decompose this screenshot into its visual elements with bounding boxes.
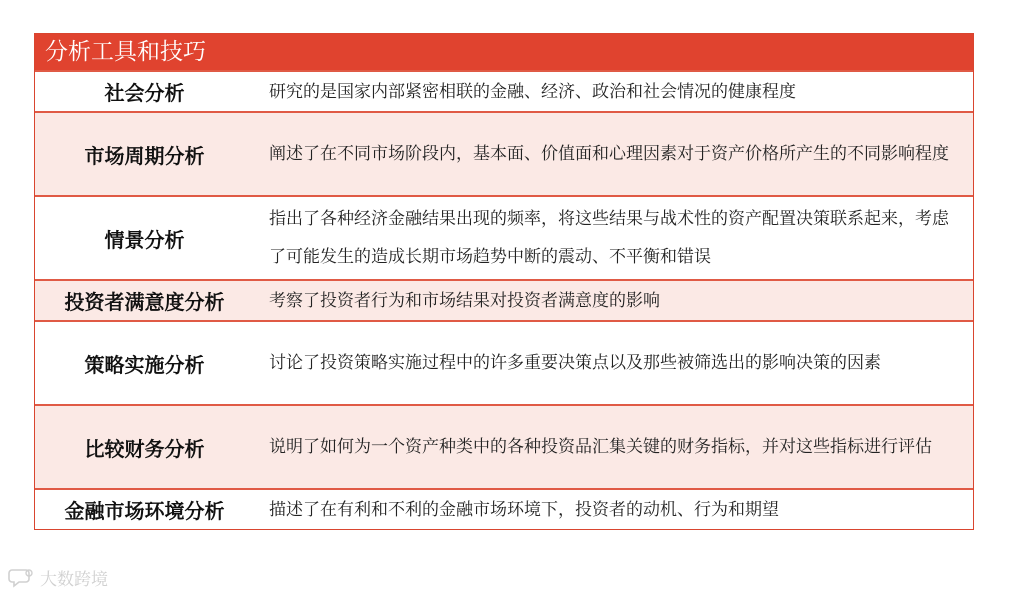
row-description: 讨论了投资策略实施过程中的许多重要决策点以及那些被筛选出的影响决策的因素 <box>269 353 881 373</box>
table-row <box>35 320 973 404</box>
row-description: 考察了投资者行为和市场结果对投资者满意度的影响 <box>269 290 660 311</box>
row-name: 投资者满意度分析 <box>64 290 225 314</box>
analysis-tools-table <box>34 33 974 530</box>
table-row <box>35 111 973 195</box>
watermark-text: 大数跨境 <box>40 570 108 590</box>
row-description: 阐述了在不同市场阶段内，基本面、价值面和心理因素对于资产价格所产生的不同影响程度 <box>269 144 949 164</box>
row-name: 情景分析 <box>104 227 185 252</box>
row-name: 市场周期分析 <box>84 143 205 168</box>
row-description: 说明了如何为一个资产种类中的各种投资品汇集关键的财务指标，并对这些指标进行评估 <box>269 437 932 457</box>
table-title: 分析工具和技巧 <box>35 34 973 70</box>
row-name: 比较财务分析 <box>84 436 205 461</box>
table-row <box>35 488 973 529</box>
table-row <box>35 279 973 320</box>
row-description: 研究的是国家内部紧密相联的金融、经济、政治和社会情况的健康程度 <box>269 81 796 102</box>
row-name: 策略实施分析 <box>84 352 205 377</box>
table-row <box>35 404 973 488</box>
row-name: 社会分析 <box>104 81 185 105</box>
row-description: 描述了在有利和不利的金融市场环境下，投资者的动机、行为和期望 <box>269 499 779 520</box>
row-description: 指出了各种经济金融结果出现的频率，将这些结果与战术性的资产配置决策联系起来，考虑了可能发生的造成长期市场趋势中断的震动、不平衡和错误 <box>269 209 949 267</box>
row-name: 金融市场环境分析 <box>64 499 225 523</box>
chat-bubble-icon <box>8 567 34 589</box>
table-row <box>35 70 973 111</box>
table-row <box>35 195 973 279</box>
watermark <box>8 565 108 590</box>
